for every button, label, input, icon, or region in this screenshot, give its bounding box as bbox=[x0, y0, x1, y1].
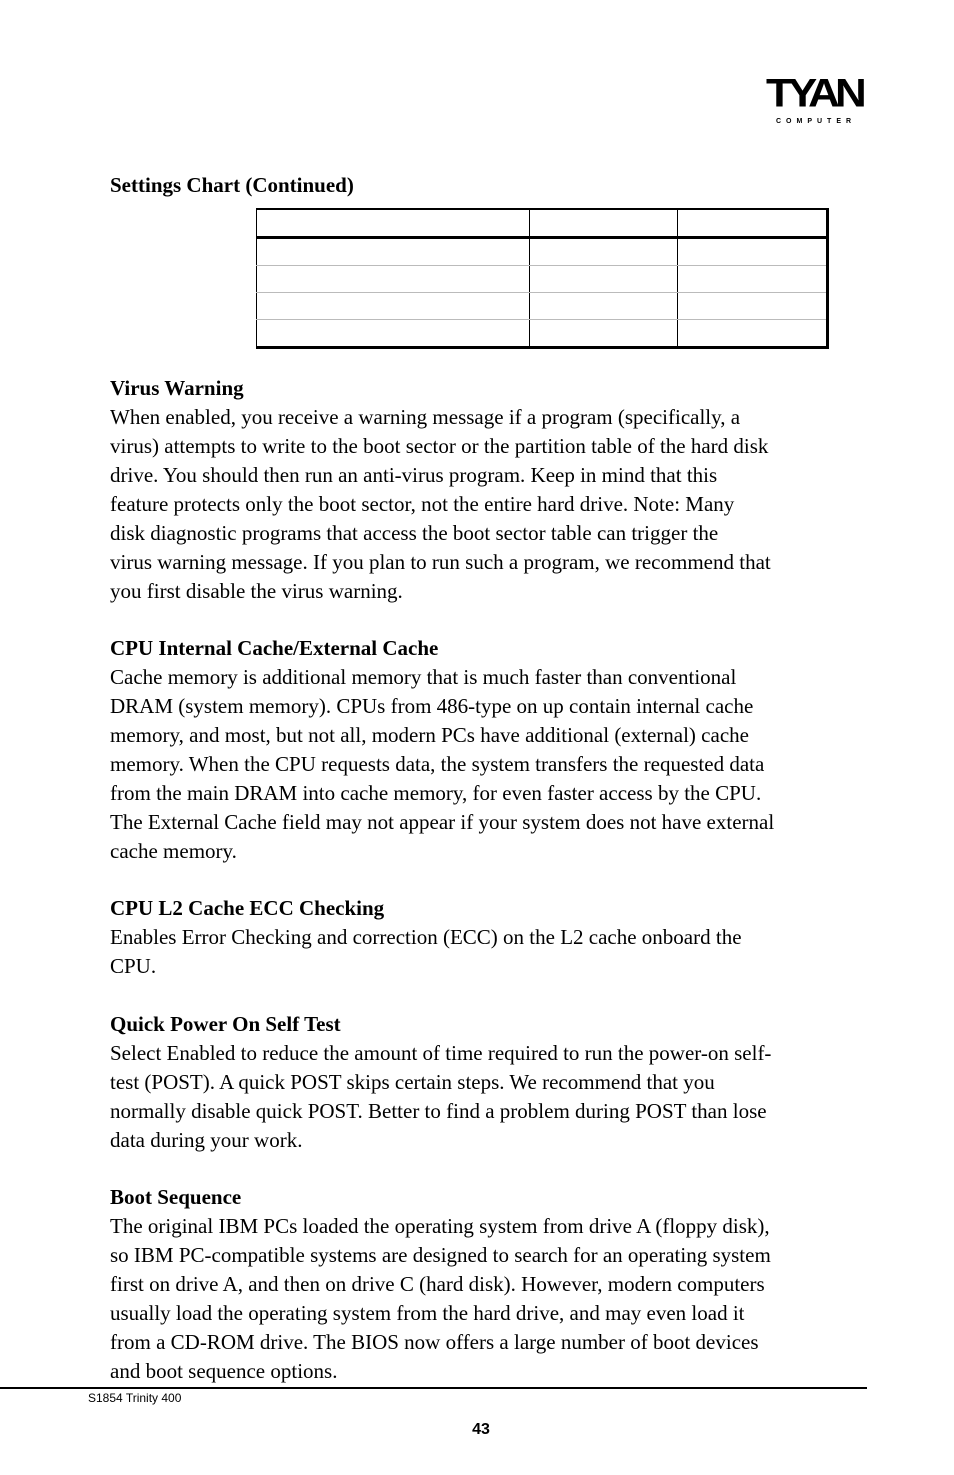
table-row bbox=[257, 238, 828, 266]
paragraph-line: cache memory. bbox=[110, 839, 237, 863]
table-cell bbox=[530, 238, 678, 266]
table-cell bbox=[678, 238, 828, 266]
table-cell bbox=[530, 266, 678, 293]
tyan-logo bbox=[766, 71, 870, 128]
section-heading: CPU L2 Cache ECC Checking bbox=[110, 896, 385, 920]
footer-divider bbox=[0, 1387, 867, 1389]
paragraph-line: virus) attempts to write to the boot sector or the partition table of the hard disk bbox=[110, 434, 769, 458]
table-cell bbox=[678, 266, 828, 293]
paragraph-line: test (POST). A quick POST skips certain steps. We recommend that you bbox=[110, 1070, 715, 1094]
table-row bbox=[257, 320, 828, 348]
paragraph-line: from the main DRAM into cache memory, for even faster access by the CPU. bbox=[110, 781, 762, 805]
section-heading: CPU Internal Cache/External Cache bbox=[110, 636, 439, 660]
settings-chart-title: Settings Chart (Continued) bbox=[110, 173, 354, 197]
table-cell bbox=[257, 266, 530, 293]
section-l2-ecc bbox=[110, 894, 872, 981]
section-boot-sequence bbox=[110, 1183, 872, 1386]
paragraph-line: feature protects only the boot sector, not the entire hard drive. Note: Many bbox=[110, 492, 735, 516]
paragraph-line: When enabled, you receive a warning message if a program (specifically, a bbox=[110, 405, 741, 429]
paragraph-line: memory, and most, but not all, modern PCs have additional (external) cache bbox=[110, 723, 749, 747]
table-cell bbox=[257, 320, 530, 348]
paragraph-line: disk diagnostic programs that access the boot sector table can trigger the bbox=[110, 521, 719, 545]
section-quick-post bbox=[110, 1010, 872, 1155]
table-row bbox=[257, 293, 828, 320]
paragraph-line: from a CD-ROM drive. The BIOS now offers a large number of boot devices bbox=[110, 1330, 759, 1354]
footer-model: S1854 Trinity 400 bbox=[88, 1391, 182, 1405]
paragraph-line: you first disable the virus warning. bbox=[110, 579, 403, 603]
section-heading: Quick Power On Self Test bbox=[110, 1012, 341, 1036]
settings-chart-table bbox=[256, 208, 829, 349]
paragraph-line: The External Cache field may not appear if your system does not have external bbox=[110, 810, 775, 834]
table-cell bbox=[257, 293, 530, 320]
table-row bbox=[257, 266, 828, 293]
section-virus-warning bbox=[110, 374, 872, 606]
section-heading: Boot Sequence bbox=[110, 1185, 242, 1209]
paragraph-line: so IBM PC-compatible systems are designed to search for an operating system bbox=[110, 1243, 771, 1267]
page-number: 43 bbox=[472, 1421, 490, 1438]
table-cell bbox=[530, 209, 678, 238]
paragraph-line: Cache memory is additional memory that is much faster than conventional bbox=[110, 665, 737, 689]
paragraph-line: usually load the operating system from the hard drive, and may even load it bbox=[110, 1301, 745, 1325]
paragraph-line: first on drive A, and then on drive C (hard disk). However, modern computers bbox=[110, 1272, 765, 1296]
paragraph-line: DRAM (system memory). CPUs from 486-type on up contain internal cache bbox=[110, 694, 754, 718]
paragraph-line: data during your work. bbox=[110, 1128, 303, 1152]
paragraph-line: normally disable quick POST. Better to find a problem during POST than lose bbox=[110, 1099, 767, 1123]
logo-wordmark: TYAN bbox=[766, 71, 862, 116]
paragraph-line: CPU. bbox=[110, 954, 157, 978]
table-cell bbox=[530, 293, 678, 320]
paragraph-line: Select Enabled to reduce the amount of time required to run the power-on self- bbox=[110, 1041, 772, 1065]
paragraph-line: and boot sequence options. bbox=[110, 1359, 338, 1383]
paragraph-line: Enables Error Checking and correction (ECC) on the L2 cache onboard the bbox=[110, 925, 742, 949]
paragraph-line: drive. You should then run an anti-virus program. Keep in mind that this bbox=[110, 463, 718, 487]
table-cell bbox=[678, 293, 828, 320]
table-cell bbox=[678, 320, 828, 348]
table-header-row bbox=[257, 209, 828, 238]
paragraph-line: virus warning message. If you plan to run such a program, we recommend that bbox=[110, 550, 771, 574]
paragraph-line: memory. When the CPU requests data, the system transfers the requested data bbox=[110, 752, 765, 776]
table-cell bbox=[257, 209, 530, 238]
paragraph-line: The original IBM PCs loaded the operating system from drive A (floppy disk), bbox=[110, 1214, 770, 1238]
section-cpu-cache bbox=[110, 634, 872, 866]
table-cell bbox=[257, 238, 530, 266]
section-heading: Virus Warning bbox=[110, 376, 244, 400]
logo-subtitle: COMPUTER bbox=[776, 118, 857, 125]
table-cell bbox=[678, 209, 828, 238]
table-cell bbox=[530, 320, 678, 348]
